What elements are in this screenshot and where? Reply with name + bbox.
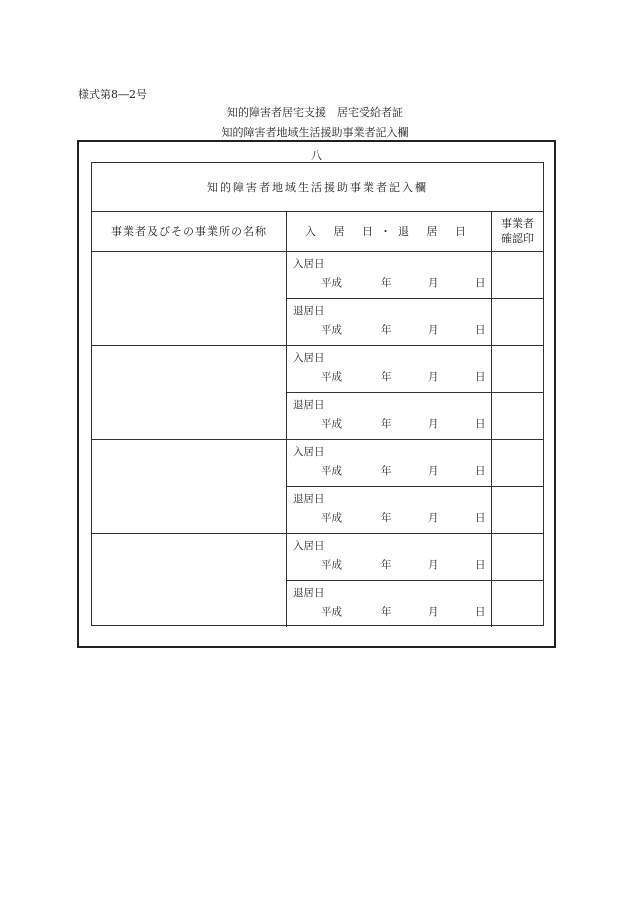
confirmation-seal-cell[interactable]: [491, 534, 544, 580]
day-label: 日: [475, 465, 486, 477]
move-in-label: 入居日: [293, 258, 325, 270]
month-label: 月: [428, 324, 439, 336]
year-label: 年: [381, 324, 392, 336]
era-label: 平成: [321, 277, 342, 289]
record-group: [92, 534, 543, 627]
month-label: 月: [428, 465, 439, 477]
month-label: 月: [428, 371, 439, 383]
confirmation-seal-cell[interactable]: [491, 299, 544, 345]
record-group: [92, 252, 543, 346]
year-label: 年: [381, 559, 392, 571]
year-label: 年: [381, 418, 392, 430]
confirmation-seal-cell[interactable]: [491, 252, 544, 298]
day-label: 日: [475, 371, 486, 383]
era-label: 平成: [321, 606, 342, 618]
month-label: 月: [428, 559, 439, 571]
move-in-label: 入居日: [293, 352, 325, 364]
move-out-row: [287, 299, 543, 345]
move-out-label: 退居日: [293, 493, 325, 505]
year-label: 年: [381, 606, 392, 618]
record-table: [91, 162, 544, 626]
month-label: 月: [428, 418, 439, 430]
day-label: 日: [475, 324, 486, 336]
confirmation-seal-cell[interactable]: [491, 487, 544, 533]
era-label: 平成: [321, 324, 342, 336]
record-group: [92, 346, 543, 440]
month-label: 月: [428, 512, 439, 524]
header-confirmation-line1: 事業者: [501, 217, 534, 230]
move-in-row: [287, 252, 543, 299]
move-out-label: 退居日: [293, 305, 325, 317]
move-in-label: 入居日: [293, 446, 325, 458]
form-number: 様式第8―2号: [78, 88, 147, 101]
confirmation-seal-cell[interactable]: [491, 393, 544, 439]
move-in-label: 入居日: [293, 540, 325, 552]
move-out-row: [287, 581, 543, 627]
day-label: 日: [475, 559, 486, 571]
era-label: 平成: [321, 465, 342, 477]
provider-name-cell[interactable]: [92, 440, 287, 533]
provider-name-cell[interactable]: [92, 534, 287, 627]
header-confirmation-seal: [492, 211, 543, 252]
year-label: 年: [381, 371, 392, 383]
day-label: 日: [475, 606, 486, 618]
move-out-label: 退居日: [293, 587, 325, 599]
confirmation-seal-cell[interactable]: [491, 440, 544, 486]
confirmation-seal-cell[interactable]: [491, 346, 544, 392]
era-label: 平成: [321, 559, 342, 571]
move-in-row: [287, 440, 543, 487]
confirmation-seal-cell[interactable]: [491, 581, 544, 627]
year-label: 年: [381, 465, 392, 477]
section-title: 知的障害者地域生活援助事業者記入欄: [221, 126, 409, 139]
era-label: 平成: [321, 418, 342, 430]
year-label: 年: [381, 277, 392, 289]
month-label: 月: [428, 277, 439, 289]
header-move-dates: 入 居 日・退 居 日: [287, 211, 492, 252]
header-provider-name: 事業者及びその事業所の名称: [92, 211, 287, 252]
day-label: 日: [475, 512, 486, 524]
move-out-row: [287, 393, 543, 439]
era-label: 平成: [321, 512, 342, 524]
month-label: 月: [428, 606, 439, 618]
move-in-row: [287, 534, 543, 581]
day-label: 日: [475, 277, 486, 289]
certificate-title: 知的障害者居宅支援 居宅受給者証: [227, 106, 403, 119]
year-label: 年: [381, 512, 392, 524]
provider-name-cell[interactable]: [92, 252, 287, 345]
form-frame: [77, 140, 556, 648]
record-group: [92, 440, 543, 534]
provider-name-cell[interactable]: [92, 346, 287, 439]
move-out-row: [287, 487, 543, 533]
day-label: 日: [475, 418, 486, 430]
page-marker: 八: [311, 149, 322, 162]
era-label: 平成: [321, 371, 342, 383]
header-confirmation-line2: 確認印: [501, 232, 534, 245]
table-title: 知的障害者地域生活援助事業者記入欄: [92, 163, 543, 212]
move-in-row: [287, 346, 543, 393]
move-out-label: 退居日: [293, 399, 325, 411]
